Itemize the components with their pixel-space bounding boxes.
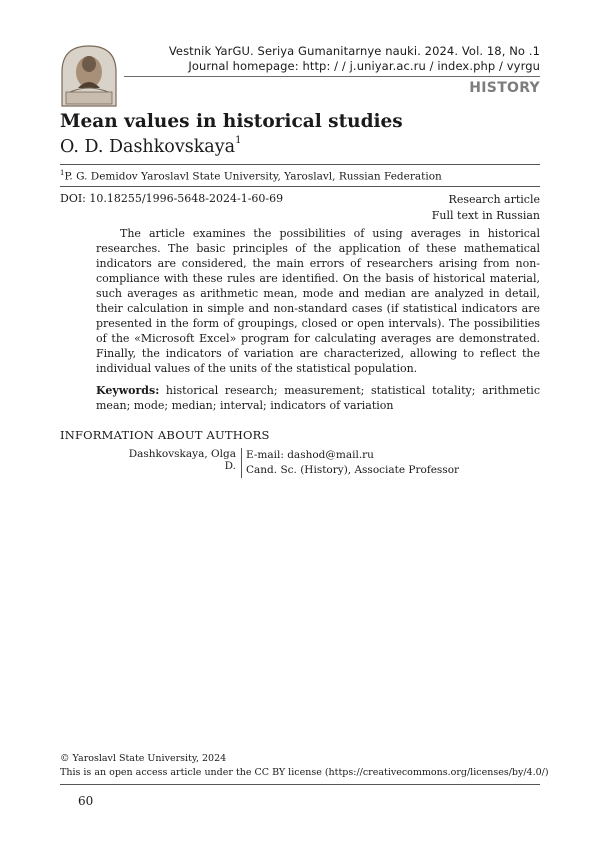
journal-logo — [60, 42, 118, 108]
affiliation-mark: 1 — [60, 169, 65, 177]
keywords-list: historical research; measurement; statistical totality; arithmetic mean; mode; median; interval; indicators of variation — [96, 384, 540, 412]
author-position: Cand. Sc. (History), Associate Professor — [246, 464, 460, 476]
journal-homepage: Journal homepage: http: / / j.uniyar.ac.ru / index.php / vyrgu — [188, 59, 540, 73]
abstract: The article examines the possibilities of using averages in historical researches. The basic principles of the application of these mathematical indicators are considered, the main errors of researchers arising from non-compliance with these rules are identified. On the basis of historical material, such averages as arithmetic mean, mode and median are analyzed in detail, their calculation in simple and non-standard cases (if statistical indicators are presented in the form of groupings, closed or open intervals). The possibilities of the «Microsoft Excel» program for calculating averages are demonstrated. Finally, the indicators of variation are characterized, allowing to reflect the individual values of the units of the statistical population. — [96, 227, 540, 375]
author-email: E-mail: dashod@mail.ru — [246, 449, 374, 461]
article-type-block — [432, 192, 540, 224]
affiliation-bottom-divider — [60, 186, 540, 187]
page-number: 60 — [78, 794, 94, 808]
keywords-label: Keywords: — [96, 384, 160, 397]
journal-header — [140, 44, 540, 74]
author-affiliation-mark: 1 — [235, 135, 242, 147]
portrait-medallion-icon — [60, 42, 118, 108]
section-label: HISTORY — [469, 80, 540, 96]
author-full-name: Dashkovskaya, Olga D. — [128, 448, 236, 472]
affiliation — [60, 169, 442, 183]
affiliation-text: P. G. Demidov Yaroslavl State University, Yaroslavl, Russian Federation — [64, 170, 442, 183]
affiliation-top-divider — [60, 164, 540, 165]
language-note: Full text in Russian — [431, 209, 540, 222]
authors-info-heading: INFORMATION ABOUT AUTHORS — [60, 428, 270, 442]
author-info-divider — [241, 448, 242, 478]
author-name: O. D. Dashkovskaya — [60, 137, 236, 157]
journal-citation: Vestnik YarGU. Seriya Gumanitarnye nauki. 2024. Vol. 18, No .1 — [168, 44, 540, 58]
license: This is an open access article under the CC BY license (https://creativecommons.org/licenses/by/4.0/) — [60, 767, 549, 778]
copyright: © Yaroslavl State University, 2024 — [60, 753, 227, 764]
author-line — [60, 137, 241, 157]
doi: DOI: 10.18255/1996-5648-2024-1-60-69 — [60, 192, 284, 205]
header-divider — [124, 76, 540, 77]
keywords — [96, 383, 540, 413]
author-details — [246, 448, 459, 478]
article-title: Mean values in historical studies — [60, 111, 403, 132]
article-type: Research article — [448, 193, 540, 206]
copyright-block — [60, 752, 549, 780]
footer-divider — [60, 784, 540, 785]
